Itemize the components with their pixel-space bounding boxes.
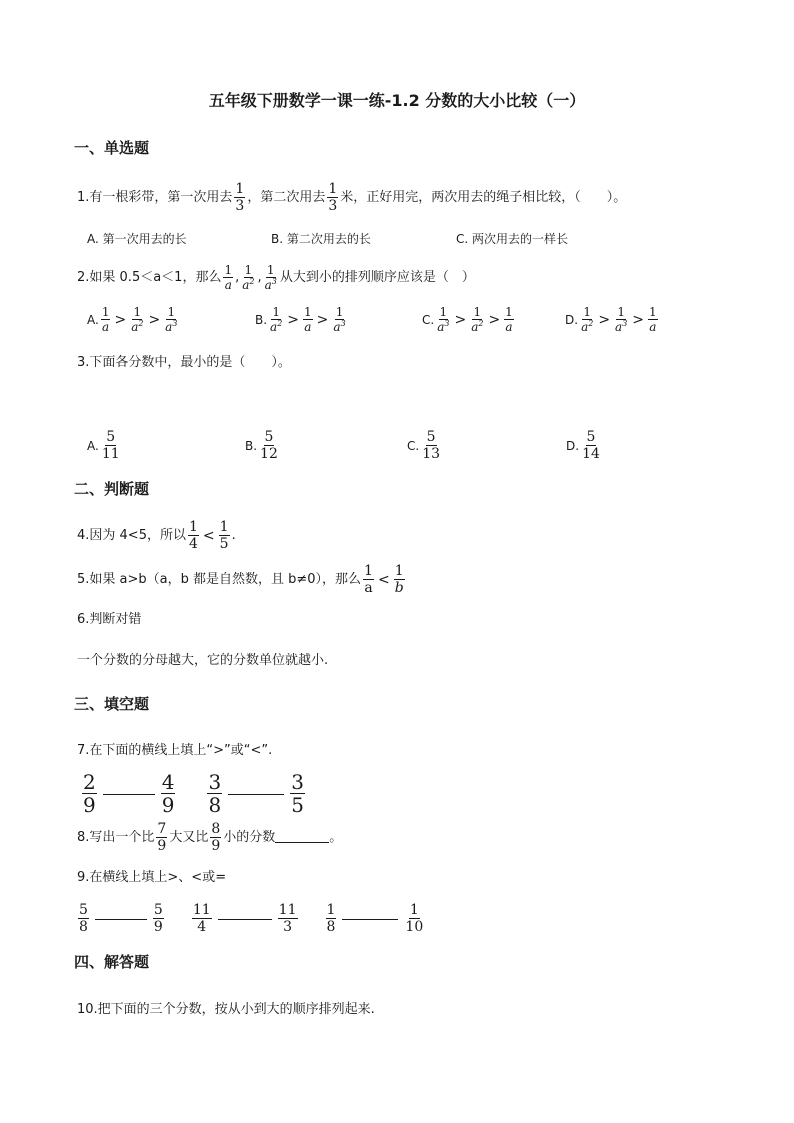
denominator [504, 320, 513, 333]
numerator: 5 [586, 429, 596, 445]
numerator: 1 [235, 181, 245, 197]
numerator: 5 [79, 902, 88, 918]
option-label: B. [255, 312, 268, 327]
denominator: 8 [79, 919, 88, 935]
greater-than: > [598, 311, 611, 328]
variable-a: a [242, 278, 250, 292]
numerator: 1 [326, 902, 336, 918]
variable-a: a [270, 320, 278, 334]
denominator [303, 320, 312, 333]
q1-option-a[interactable]: A. 第一次用去的长 [87, 232, 187, 246]
q3-option-c[interactable] [407, 430, 443, 461]
denominator [614, 320, 628, 333]
fraction [648, 306, 658, 333]
variable-a: a [437, 320, 445, 334]
greater-than: > [632, 311, 645, 328]
denominator: 8 [208, 793, 222, 817]
denominator [332, 320, 346, 333]
fraction [78, 903, 89, 934]
question-3: 3.下面各分数中，最小的是（ ）。 [77, 355, 291, 370]
denominator: 4 [197, 919, 207, 935]
denominator: 13 [422, 446, 441, 462]
denominator: 3 [283, 919, 293, 935]
fraction [470, 306, 484, 333]
fraction [156, 822, 167, 853]
denominator: 9 [157, 838, 167, 854]
fraction [130, 306, 144, 333]
fraction [259, 430, 279, 461]
fraction [241, 264, 255, 291]
denominator [436, 320, 450, 333]
fraction [210, 822, 221, 853]
fraction [303, 306, 313, 333]
less-than: < [202, 527, 215, 544]
numerator: 8 [211, 821, 221, 837]
numerator: 1 [505, 305, 513, 319]
q2-text-2: 从大到小的排列顺序应该是（ ） [279, 269, 475, 285]
denominator: 11 [101, 446, 120, 462]
fraction [436, 306, 450, 333]
numerator: 5 [264, 429, 274, 445]
question-9: 9.在横线上填上>、<或= [77, 870, 227, 885]
denominator: 3 [235, 198, 245, 214]
numerator: 5 [153, 902, 163, 918]
numerator: 1 [473, 305, 482, 319]
answer-blank[interactable] [218, 918, 272, 920]
option-label: C. [407, 438, 420, 453]
section-heading-solve: 四、解答题 [74, 953, 150, 971]
option-label: A. [87, 438, 99, 453]
fraction [164, 306, 178, 333]
exponent: 2 [588, 319, 594, 328]
denominator: a [364, 580, 373, 596]
fraction [504, 306, 514, 333]
q8-text-3: 小的分数 [223, 829, 276, 845]
greater-than: > [148, 311, 161, 328]
fraction [421, 430, 441, 461]
numerator: 1 [101, 305, 110, 319]
variable-a: a [649, 320, 657, 334]
fraction [326, 903, 337, 934]
numerator: 3 [208, 770, 222, 794]
q2-option-a[interactable] [87, 306, 180, 333]
answer-blank[interactable] [275, 841, 329, 843]
numerator: 2 [83, 770, 96, 794]
numerator: 7 [157, 821, 167, 837]
fraction [192, 903, 212, 934]
q1-text-3: 米，正好用完，两次用去的绳子相比较，（ ）。 [340, 189, 627, 205]
variable-a: a [304, 320, 312, 334]
question-1 [77, 182, 626, 213]
q1-option-b[interactable]: B. 第二次用去的长 [271, 232, 371, 246]
answer-blank[interactable] [342, 918, 398, 920]
numerator: 4 [161, 770, 175, 794]
numerator: 1 [649, 305, 657, 319]
denominator: 5 [291, 793, 304, 817]
denominator [648, 320, 657, 333]
numerator: 1 [266, 263, 275, 277]
q3-option-a[interactable] [87, 430, 123, 461]
q9-comparison-row [76, 903, 426, 934]
denominator: 8 [326, 919, 336, 935]
denominator [269, 320, 283, 333]
q4-text-2: . [231, 527, 236, 543]
less-than: < [377, 571, 390, 588]
q5-text-1: 5.如果 a>b（a，b 都是自然数，且 b≠0），那么 [77, 571, 362, 587]
option-label: A. [87, 312, 99, 327]
q3-option-d[interactable] [566, 430, 603, 461]
numerator: 1 [244, 263, 253, 277]
exponent: 2 [249, 277, 255, 286]
denominator [130, 320, 144, 333]
option-label: D. [565, 312, 579, 327]
numerator: 1 [304, 305, 312, 319]
fraction [332, 306, 346, 333]
q7-comparison-row [80, 772, 307, 815]
numerator: 1 [394, 563, 404, 579]
section-heading-fill-blank: 三、填空题 [74, 695, 150, 713]
fraction [404, 903, 424, 934]
fraction [153, 903, 164, 934]
q3-option-b[interactable] [245, 430, 281, 461]
variable-a: a [615, 320, 623, 334]
q4-text-1: 4.因为 4<5，所以 [77, 527, 186, 543]
variable-a: a [165, 320, 173, 334]
fraction [219, 520, 230, 551]
numerator: 1 [617, 305, 625, 319]
denominator: 9 [211, 838, 221, 854]
denominator: 12 [260, 446, 278, 462]
exponent: 3 [271, 277, 277, 286]
numerator: 5 [106, 429, 116, 445]
denominator: 14 [582, 446, 600, 462]
numerator: 1 [409, 902, 419, 918]
q8-text-1: 8.写出一个比 [77, 829, 155, 845]
variable-a: a [581, 320, 589, 334]
greater-than: > [114, 311, 127, 328]
q2-option-b[interactable] [255, 306, 349, 333]
variable-a: a [224, 278, 232, 292]
denominator [264, 278, 278, 291]
variable-a: a [264, 278, 272, 292]
fraction [614, 306, 628, 333]
fraction [161, 772, 176, 815]
answer-blank[interactable] [95, 918, 147, 920]
fraction [278, 903, 298, 934]
q1-text-1: 1.有一根彩带，第一次用去 [77, 189, 233, 205]
comma: , [257, 269, 262, 285]
question-6-statement: 一个分数的分母越大，它的分数单位就越小. [77, 653, 329, 668]
denominator: 9 [153, 919, 163, 935]
numerator: 1 [364, 563, 373, 579]
exponent: 3 [444, 319, 450, 328]
q8-text-2: 大又比 [169, 829, 209, 845]
fraction [188, 520, 199, 551]
numerator: 1 [167, 305, 176, 319]
section-heading-true-false: 二、判断题 [74, 480, 150, 498]
fraction [580, 306, 594, 333]
question-4 [77, 520, 236, 551]
variable-a: a [131, 320, 139, 334]
fraction [290, 772, 305, 815]
option-label: D. [566, 438, 580, 453]
numerator: 1 [583, 305, 591, 319]
answer-blank[interactable] [228, 793, 284, 795]
fraction [327, 182, 338, 213]
comma: , [235, 269, 240, 285]
fraction [101, 430, 121, 461]
q2-text-1: 2.如果 0.5＜a＜1，那么 [77, 269, 222, 285]
denominator: 3 [328, 198, 338, 214]
numerator: 1 [133, 305, 142, 319]
section-heading-single-choice: 一、单选题 [74, 139, 150, 157]
numerator: 11 [278, 902, 297, 918]
denominator [241, 278, 255, 291]
numerator: 1 [439, 305, 448, 319]
numerator: 3 [291, 770, 304, 794]
fraction [207, 772, 222, 815]
greater-than: > [316, 311, 329, 328]
fraction [82, 772, 97, 815]
option-label: C. [422, 312, 435, 327]
denominator [101, 320, 110, 333]
question-2 [77, 264, 475, 291]
numerator: 1 [219, 519, 229, 535]
page-title: 五年级下册数学一课一练-1.2 分数的大小比较（一） [208, 91, 586, 110]
denominator [580, 320, 594, 333]
q2-option-d[interactable] [565, 306, 660, 333]
numerator: 1 [335, 305, 344, 319]
denominator [470, 320, 484, 333]
answer-blank[interactable] [103, 793, 155, 795]
denominator: 9 [83, 793, 96, 817]
fraction [101, 306, 111, 333]
exponent: 2 [478, 319, 484, 328]
numerator: 1 [188, 519, 198, 535]
question-6-title: 6.判断对错 [77, 612, 142, 627]
variable-a: a [102, 320, 110, 334]
denominator: 4 [188, 536, 198, 552]
variable-a: a [505, 320, 513, 334]
denominator: b [394, 580, 404, 596]
denominator [224, 278, 233, 291]
numerator: 1 [272, 305, 280, 319]
exponent: 3 [172, 319, 178, 328]
question-5 [77, 564, 407, 595]
variable-a: a [471, 320, 479, 334]
q1-text-2: ，第二次用去 [247, 189, 326, 205]
question-7: 7.在下面的横线上填上“>”或“<”. [77, 743, 273, 758]
q8-text-4: 。 [329, 829, 343, 845]
denominator: 9 [161, 793, 175, 817]
exponent: 3 [622, 319, 628, 328]
q1-option-c[interactable]: C. 两次用去的一样长 [456, 232, 569, 246]
fraction [581, 430, 601, 461]
denominator: 10 [405, 919, 424, 935]
variable-a: a [333, 320, 341, 334]
fraction [234, 182, 245, 213]
numerator: 5 [426, 429, 436, 445]
numerator: 1 [328, 181, 338, 197]
numerator: 11 [192, 902, 211, 918]
fraction [264, 264, 278, 291]
denominator [164, 320, 178, 333]
fraction [363, 564, 374, 595]
numerator: 1 [224, 263, 233, 277]
exponent: 3 [340, 319, 346, 328]
question-8 [77, 822, 342, 853]
greater-than: > [488, 311, 501, 328]
fraction [269, 306, 283, 333]
exponent: 2 [277, 319, 283, 328]
greater-than: > [454, 311, 467, 328]
q2-option-c[interactable] [422, 306, 516, 333]
question-10: 10.把下面的三个分数，按从小到大的顺序排列起来. [77, 1002, 375, 1017]
exponent: 2 [138, 319, 144, 328]
option-label: B. [245, 438, 258, 453]
greater-than: > [287, 311, 300, 328]
fraction [394, 564, 405, 595]
fraction [223, 264, 233, 291]
denominator: 5 [219, 536, 229, 552]
